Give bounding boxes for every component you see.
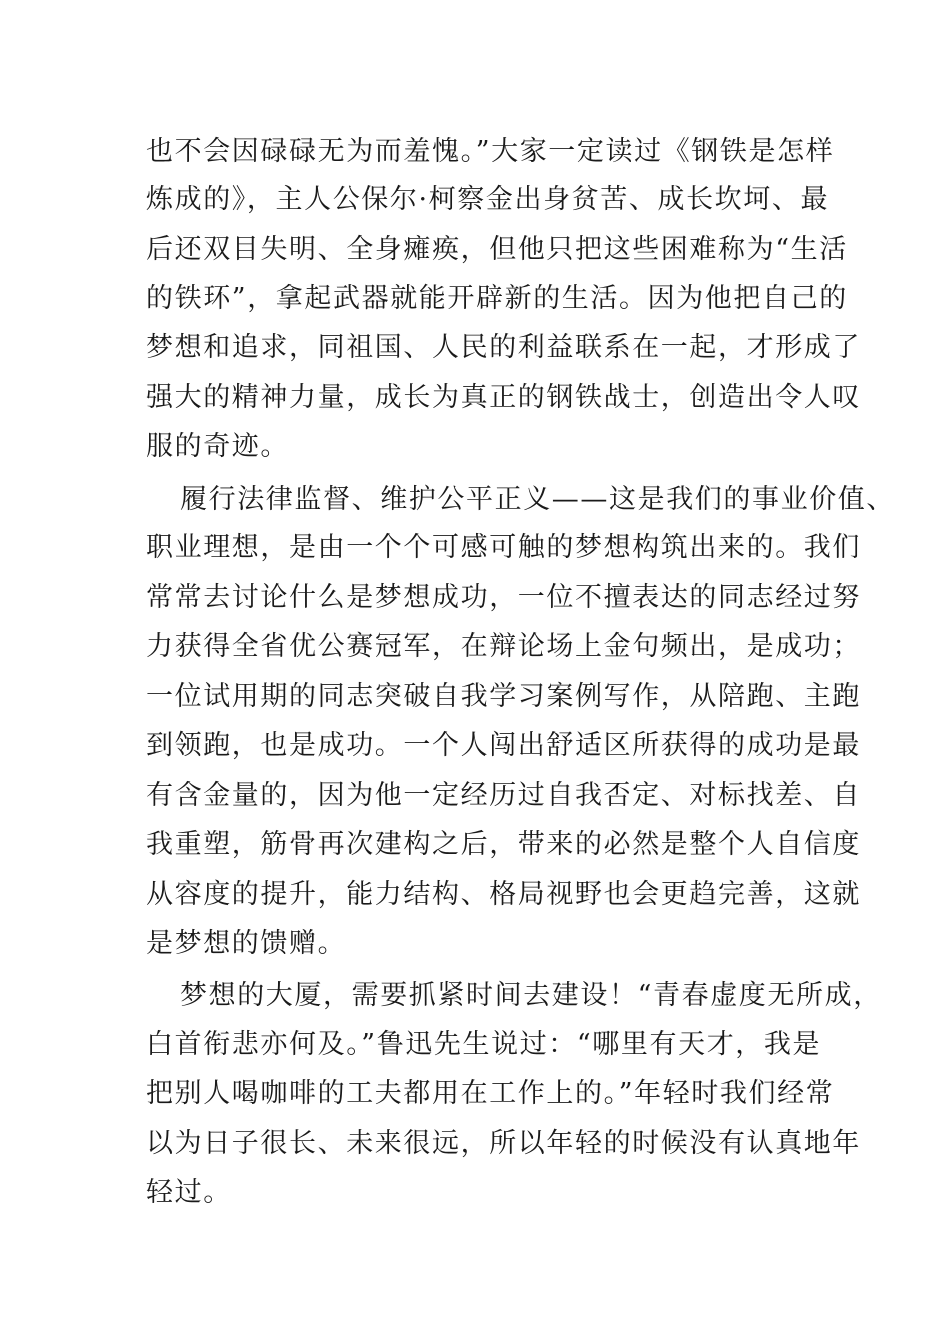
text-line: 炼成的》，主人公保尔·柯察金出身贫苦、成长坎坷、最: [146, 184, 830, 215]
text-line: 常常去讨论什么是梦想成功，一位不擅表达的同志经过努: [146, 582, 861, 613]
paragraph-first-line: 梦想的大厦，需要抓紧时间去建设！“青春虚度无所成，: [180, 980, 882, 1011]
text-line: 一位试用期的同志突破自我学习案例写作，从陪跑、主跑: [146, 681, 861, 712]
text-line: 强大的精神力量，成长为真正的钢铁战士，创造出令人叹: [146, 382, 861, 413]
text-line: 后还双目失明、全身瘫痪，但他只把这些困难称为“生活: [146, 234, 848, 265]
text-line: 是梦想的馈赠。: [146, 928, 347, 959]
text-line: 的铁环”，拿起武器就能开辟新的生活。因为他把自己的: [146, 283, 848, 314]
text-line: 服的奇迹。: [146, 431, 289, 462]
text-line: 力获得全省优公赛冠军，在辩论场上金句频出，是成功；: [146, 631, 861, 662]
text-line: 我重塑，筋骨再次建构之后，带来的必然是整个人自信度: [146, 829, 861, 860]
text-line: 从容度的提升，能力结构、格局视野也会更趋完善，这就: [146, 879, 861, 910]
text-line: 白首衔悲亦何及。”鲁迅先生说过：“哪里有天才，我是: [146, 1029, 822, 1060]
text-line: 以为日子很长、未来很远，所以年轻的时候没有认真地年: [146, 1128, 861, 1159]
text-line: 到领跑，也是成功。一个人闯出舒适区所获得的成功是最: [146, 730, 861, 761]
paragraph-first-line: 履行法律监督、维护公平正义——这是我们的事业价值、: [180, 484, 895, 515]
text-line: 职业理想，是由一个个可感可触的梦想构筑出来的。我们: [146, 532, 861, 563]
text-line: 梦想和追求，同祖国、人民的利益联系在一起，才形成了: [146, 332, 861, 363]
text-line: 轻过。: [146, 1177, 232, 1208]
text-line: 也不会因碌碌无为而羞愧。”大家一定读过《钢铁是怎样: [146, 136, 835, 167]
text-line: 有含金量的，因为他一定经历过自我否定、对标找差、自: [146, 780, 861, 811]
text-line: 把别人喝咖啡的工夫都用在工作上的。”年轻时我们经常: [146, 1078, 835, 1109]
